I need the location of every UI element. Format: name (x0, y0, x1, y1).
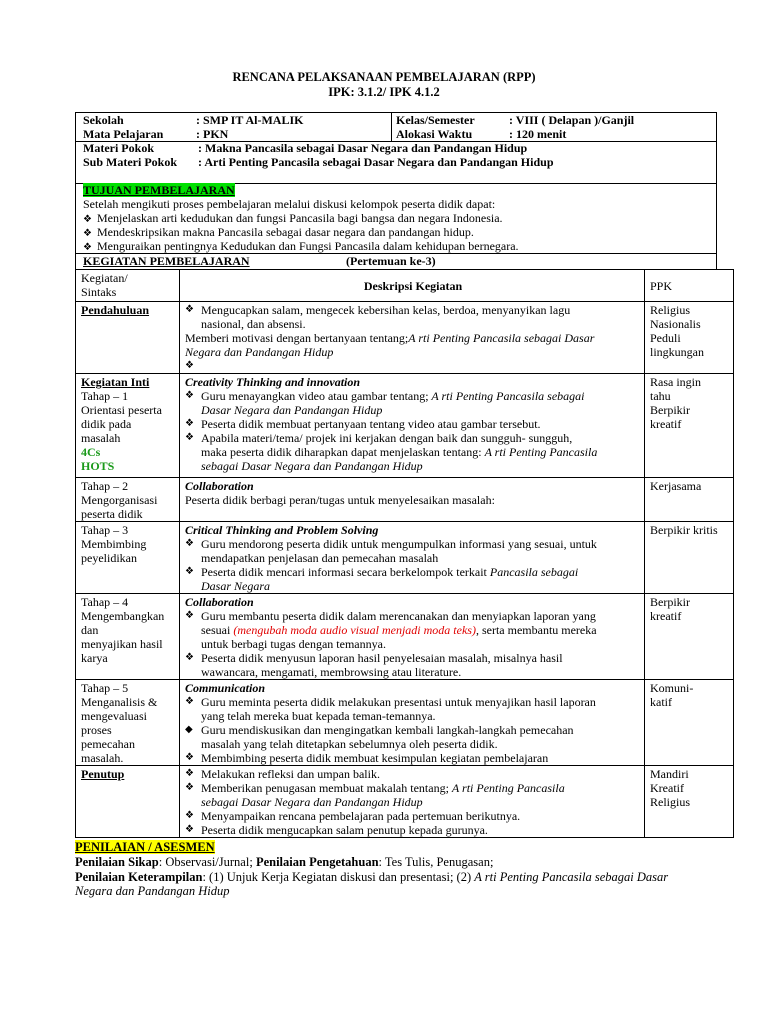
table-row (76, 522, 734, 594)
tujuan-box (75, 183, 717, 254)
penilaian-sikap-line: Penilaian Sikap: Observasi/Jurnal; Penilaian Pengetahuan: Tes Tulis, Penugasan; (75, 855, 494, 869)
diamond-bullet-icon: ❖ (185, 538, 194, 549)
diamond-bullet-icon: ❖ (185, 432, 194, 443)
diamond-bullet-icon: ❖ (83, 242, 92, 253)
kegiatan-header-box (75, 253, 717, 270)
header-kegiatan: Kegiatan/ Sintaks (76, 270, 180, 302)
solid-diamond-bullet-icon: ◆ (185, 724, 193, 735)
diamond-bullet-icon: ❖ (185, 360, 194, 371)
row-ppk: Berpikir kritis (645, 522, 734, 594)
row-ppk: Komuni- katif (645, 680, 734, 766)
alokasi-value: : 120 menit (509, 127, 567, 141)
kelas-label: Kelas/Semester (396, 113, 475, 127)
pertemuan-label: (Pertemuan ke-3) (346, 254, 436, 268)
diamond-bullet-icon: ❖ (185, 782, 194, 793)
row-label: Pendahuluan (76, 302, 180, 374)
mapel-label: Mata Pelajaran (83, 127, 164, 141)
diamond-bullet-icon: ❖ (185, 652, 194, 663)
table-header-row (76, 270, 734, 302)
diamond-bullet-icon: ❖ (185, 824, 194, 835)
diamond-bullet-icon: ❖ (83, 228, 92, 239)
activity-table (75, 269, 734, 838)
diamond-bullet-icon: ❖ (185, 418, 194, 429)
row-label: Tahap – 2 Mengorganisasi peserta didik (76, 478, 180, 522)
row-description: Collaboration ❖ Guru membantu peserta didik dalam merencanakan dan menyiapkan laporan yang sesuai (mengubah moda audio visual menjadi moda teks), serta membantu mereka untuk berbagi tugas dengan temannya. ❖ Peserta didik menyusun laporan hasil penyelesaian masalah, misalnya hasil wawancara, mengamati, membrowsing atau literature. (180, 594, 645, 680)
materi-pokok-value: : Makna Pancasila sebagai Dasar Negara dan Pandangan Hidup (198, 141, 528, 155)
row-description: Collaboration Peserta didik berbagi peran/tugas untuk menyelesaikan masalah: (180, 478, 645, 522)
table-row (76, 302, 734, 374)
tujuan-item: ❖ Mendeskripsikan makna Pancasila sebagai dasar negara dan pandangan hidup. (83, 225, 474, 239)
row-ppk: Religius Nasionalis Peduli lingkungan (645, 302, 734, 374)
sub-materi-label: Sub Materi Pokok (83, 155, 178, 169)
mapel-value: : PKN (196, 127, 229, 141)
divider (391, 113, 392, 141)
identity-box (75, 112, 717, 142)
diamond-bullet-icon: ❖ (185, 610, 194, 621)
materi-box (75, 141, 717, 184)
table-row (76, 680, 734, 766)
penilaian-heading: PENILAIAN / ASESMEN (75, 840, 215, 854)
row-label: Penutup (76, 766, 180, 838)
diamond-bullet-icon: ❖ (185, 566, 194, 577)
table-row (76, 766, 734, 838)
sub-materi-value: : Arti Penting Pancasila sebagai Dasar Negara dan Pandangan Hidup (198, 155, 554, 169)
row-description: Critical Thinking and Problem Solving ❖ Guru mendorong peserta didik untuk mengumpulkan informasi yang sesuai, untuk mendapatkan penjelasan dan pemecahan masalah ❖ Peserta didik mencari informasi secara berkelompok terkait Pancasila sebagai Dasar Negara (180, 522, 645, 594)
row-label: Tahap – 3 Membimbing peyelidikan (76, 522, 180, 594)
sekolah-value: : SMP IT Al-MALIK (196, 113, 304, 127)
table-row (76, 374, 734, 478)
row-label: Kegiatan Inti Tahap – 1 Orientasi peserta didik pada masalah 4Cs HOTS (76, 374, 180, 478)
tujuan-item: ❖ Menguraikan pentingnya Kedudukan dan Fungsi Pancasila dalam kehidupan bernegara. (83, 239, 519, 253)
row-ppk: Kerjasama (645, 478, 734, 522)
row-ppk: Rasa ingin tahu Berpikir kreatif (645, 374, 734, 478)
row-label: Tahap – 5 Menganalisis & mengevaluasi proses pemecahan masalah. (76, 680, 180, 766)
diamond-bullet-icon: ❖ (185, 752, 194, 763)
page-subtitle: IPK: 3.1.2/ IPK 4.1.2 (328, 85, 440, 99)
row-description: ❖ Mengucapkan salam, mengecek kebersihan kelas, berdoa, menyanyikan lagu nasional, dan absensi. Memberi motivasi dengan bertanyaan tentang;A rti Penting Pancasila sebagai Dasar Negara dan Pandangan Hidup ❖ (180, 302, 645, 374)
row-description: ❖ Melakukan refleksi dan umpan balik. ❖ Memberikan penugasan membuat makalah tentang; A rti Penting Pancasila sebagai Dasar Negara dan Pandangan Hidup ❖ Menyampaikan rencana pembelajaran pada pertemuan berikutnya. ❖ Peserta didik mengucapkan salam penutup kepada gurunya. (180, 766, 645, 838)
table-row (76, 594, 734, 680)
row-description: Communication ❖ Guru meminta peserta didik melakukan presentasi untuk menyajikan hasil laporan yang telah mereka buat kepada teman-temannya. ◆ Guru mendiskusikan dan mengingatkan kembali langkah-langkah pemecahan masalah yang telah ditetapkan sebelumnya oleh peserta didik. ❖ Membimbing peserta didik membuat kesimpulan kegiatan pembelajaran (180, 680, 645, 766)
diamond-bullet-icon: ❖ (185, 768, 194, 779)
tujuan-intro: Setelah mengikuti proses pembelajaran melalui diskusi kelompok peserta didik dapat: (83, 197, 496, 211)
diamond-bullet-icon: ❖ (185, 390, 194, 401)
diamond-bullet-icon: ❖ (83, 214, 92, 225)
header-deskripsi: Deskripsi Kegiatan (180, 270, 645, 302)
table-row (76, 478, 734, 522)
diamond-bullet-icon: ❖ (185, 696, 194, 707)
kelas-value: : VIII ( Delapan )/Ganjil (509, 113, 635, 127)
penilaian-keterampilan-line: Penilaian Keterampilan: (1) Unjuk Kerja Kegiatan diskusi dan presentasi; (2) A rti Penting Pancasila sebagai Dasar (75, 870, 669, 884)
alokasi-label: Alokasi Waktu (396, 127, 473, 141)
row-label: Tahap – 4 Mengembangkan dan menyajikan hasil karya (76, 594, 180, 680)
diamond-bullet-icon: ❖ (185, 810, 194, 821)
kegiatan-heading: KEGIATAN PEMBELAJARAN (83, 254, 250, 268)
row-ppk: Berpikir kreatif (645, 594, 734, 680)
materi-pokok-label: Materi Pokok (83, 141, 154, 155)
row-ppk: Mandiri Kreatif Religius (645, 766, 734, 838)
penilaian-keterampilan-line2: Negara dan Pandangan Hidup (75, 884, 230, 898)
row-description: Creativity Thinking and innovation ❖ Guru menayangkan video atau gambar tentang; A rti Penting Pancasila sebagai Dasar Negara dan Pandangan Hidup ❖ Peserta didik membuat pertanyaan tentang video atau gambar tersebut. ❖ Apabila materi/tema/ projek ini kerjakan dengan baik dan sungguh- sungguh, maka peserta didik diharapkan dapat menjelaskan tentang: A rti Penting Pancasila sebagai Dasar Negara dan Pandangan Hidup (180, 374, 645, 478)
page-title: RENCANA PELAKSANAAN PEMBELAJARAN (RPP) (232, 70, 536, 84)
diamond-bullet-icon: ❖ (185, 304, 194, 315)
header-ppk: PPK (645, 270, 734, 302)
tujuan-item: ❖ Menjelaskan arti kedudukan dan fungsi Pancasila bagi bangsa dan negara Indonesia. (83, 211, 503, 225)
tujuan-heading: TUJUAN PEMBELAJARAN (83, 183, 235, 197)
sekolah-label: Sekolah (83, 113, 124, 127)
